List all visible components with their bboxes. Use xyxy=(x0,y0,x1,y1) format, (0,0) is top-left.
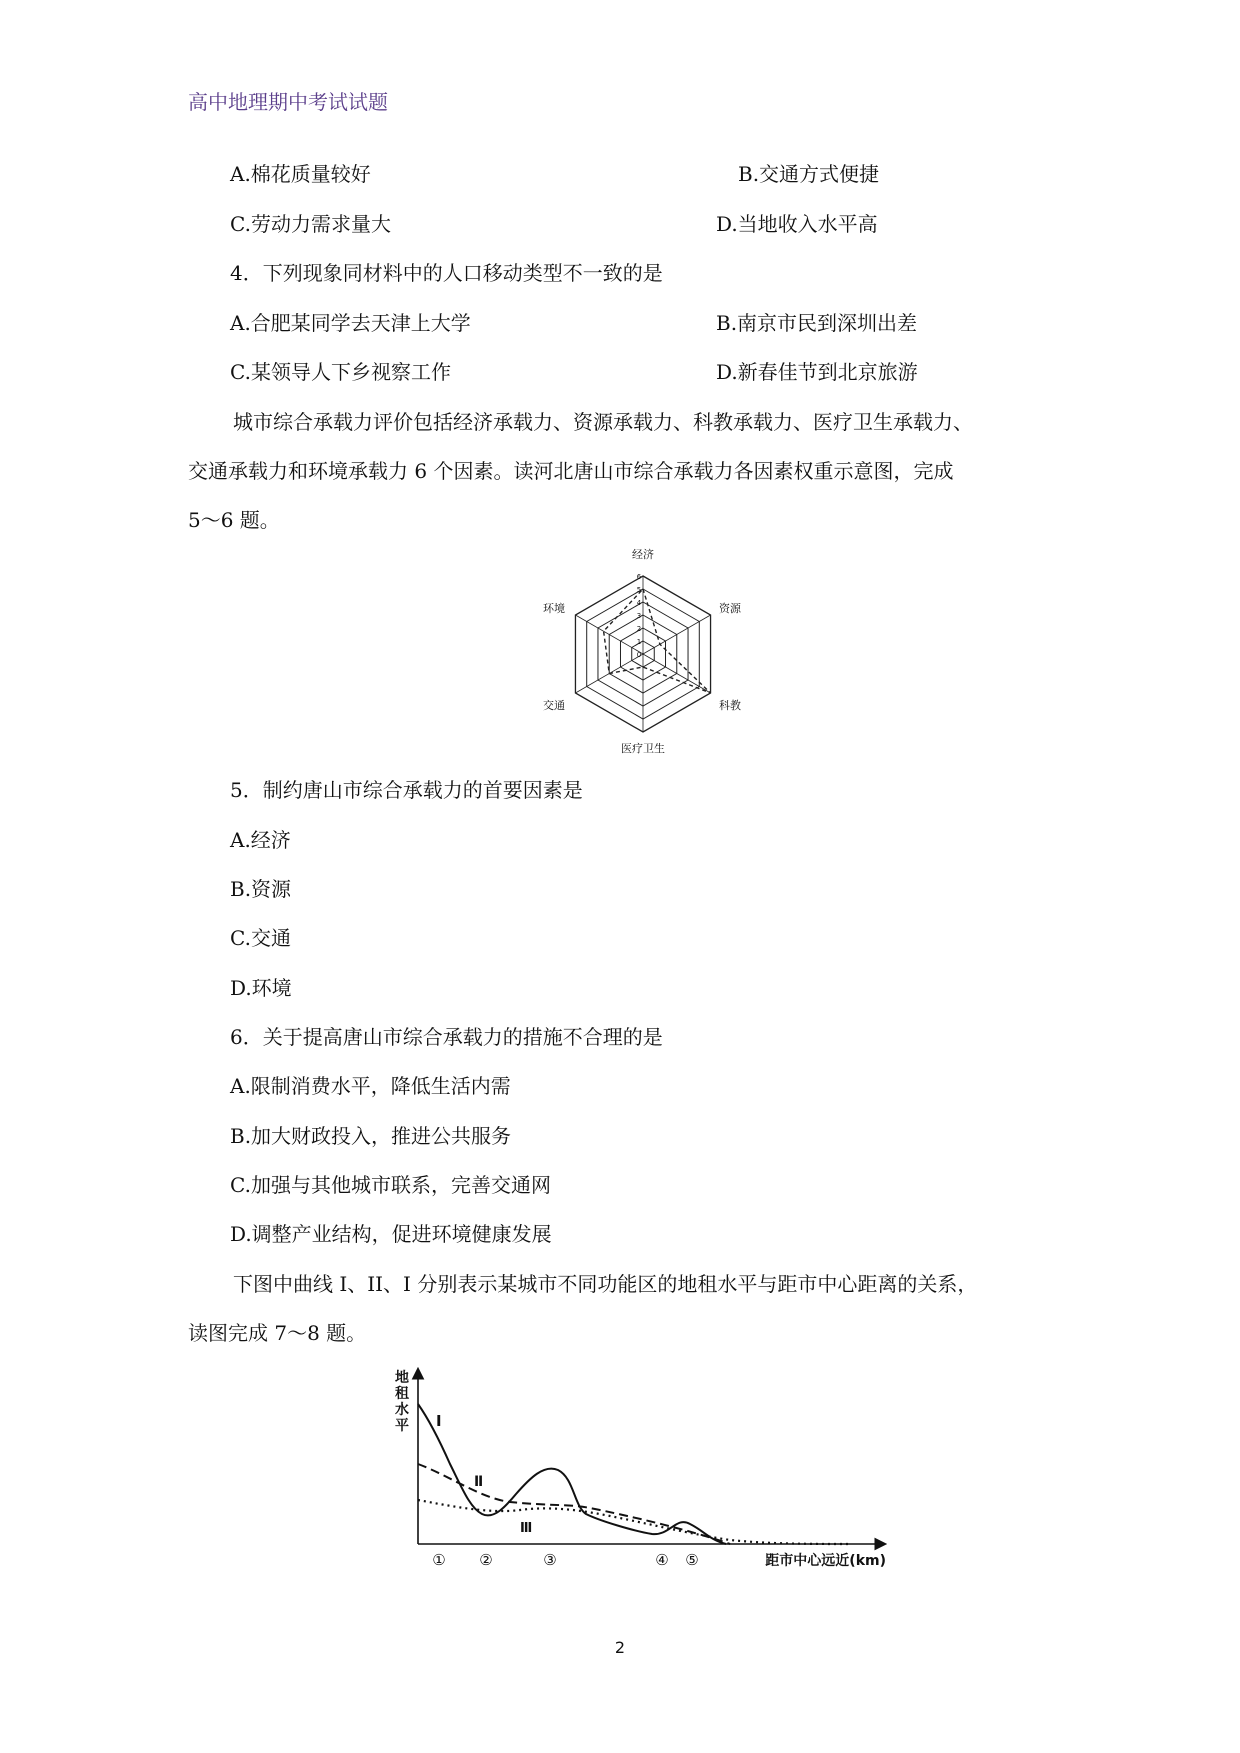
q5-option-a: A.经济 xyxy=(230,828,291,852)
radar-series xyxy=(604,589,711,693)
q4-option-c: C.某领导人下乡视察工作 xyxy=(230,360,451,384)
radar-chart xyxy=(540,548,746,758)
rent-ylabel-3: 水 xyxy=(395,1402,409,1418)
rent-ylabel-1: 地 xyxy=(395,1370,409,1386)
rent-curve-3 xyxy=(418,1500,850,1544)
rent-marker-4: ④ xyxy=(655,1551,669,1569)
radar-tick-label: 2 xyxy=(636,625,642,633)
q5-stem: 5．制约唐山市综合承载力的首要因素是 xyxy=(230,778,583,802)
radar-label-economy: 经济 xyxy=(632,548,654,561)
q5-option-c: C.交通 xyxy=(230,926,291,950)
q3-option-a: A.棉花质量较好 xyxy=(230,162,371,186)
rent-x-label: 距市中心远近(km) xyxy=(765,1553,886,1569)
q6-option-d: D.调整产业结构，促进环境健康发展 xyxy=(230,1222,552,1246)
intro78-line1: 下图中曲线 I、II、I 分别表示某城市不同功能区的地租水平与距市中心距离的关系， xyxy=(233,1272,978,1296)
q4-option-d: D.新春佳节到北京旅游 xyxy=(716,360,918,384)
rent-marker-2: ② xyxy=(479,1551,493,1569)
q6-option-c: C.加强与其他城市联系，完善交通网 xyxy=(230,1173,551,1197)
radar-grid xyxy=(575,576,710,732)
q4-option-b: B.南京市民到深圳出差 xyxy=(716,311,918,335)
q6-option-b: B.加大财政投入，推进公共服务 xyxy=(230,1124,512,1148)
intro78-line2: 读图完成 7～8 题。 xyxy=(188,1321,367,1345)
rent-marker-3: ③ xyxy=(543,1551,557,1569)
rent-ylabel-2: 租 xyxy=(395,1386,409,1402)
rent-curve-label-2: Ⅱ xyxy=(474,1474,484,1490)
radar-label-environment: 环境 xyxy=(543,602,565,615)
land-rent-diagram xyxy=(390,1366,890,1572)
radar-label-traffic: 交通 xyxy=(543,699,565,712)
rent-ylabel-4: 平 xyxy=(395,1418,409,1434)
q6-option-a: A.限制消费水平，降低生活内需 xyxy=(230,1074,511,1098)
radar-tick-label: 1 xyxy=(636,638,642,646)
intro56-line3: 5～6 题。 xyxy=(188,508,280,532)
rent-marker-1: ① xyxy=(432,1551,446,1569)
radar-tick-label: 5 xyxy=(636,586,642,594)
radar-label-resource: 资源 xyxy=(719,602,741,615)
rent-curve-1 xyxy=(418,1404,726,1544)
intro56-line1: 城市综合承载力评价包括经济承载力、资源承载力、科教承载力、医疗卫生承载力、 xyxy=(233,410,973,434)
page-header: 高中地理期中考试试题 xyxy=(188,90,388,114)
q6-stem: 6．关于提高唐山市综合承载力的措施不合理的是 xyxy=(230,1025,663,1049)
radar-ticks xyxy=(637,573,642,659)
q4-option-a: A.合肥某同学去天津上大学 xyxy=(230,311,471,335)
rent-curve-2 xyxy=(418,1464,730,1544)
radar-tick-label: 0 xyxy=(636,651,642,659)
q5-option-b: B.资源 xyxy=(230,877,292,901)
radar-tick-label: 6 xyxy=(636,573,642,581)
q5-option-d: D.环境 xyxy=(230,976,292,1000)
radar-tick-label: 4 xyxy=(636,599,642,607)
rent-curve-label-1: I xyxy=(436,1412,442,1430)
page-number: 2 xyxy=(614,1638,626,1657)
q3-option-b: B.交通方式便捷 xyxy=(738,162,880,186)
radar-label-medical: 医疗卫生 xyxy=(621,742,665,755)
rent-curve-label-3: Ⅲ xyxy=(520,1521,533,1536)
rent-marker-5: ⑤ xyxy=(685,1551,699,1569)
q3-option-d: D.当地收入水平高 xyxy=(716,212,878,236)
radar-tick-label: 3 xyxy=(636,612,642,620)
q4-stem: 4．下列现象同材料中的人口移动类型不一致的是 xyxy=(230,261,663,285)
intro56-line2: 交通承载力和环境承载力 6 个因素。读河北唐山市综合承载力各因素权重示意图，完成 xyxy=(188,459,954,483)
q3-option-c: C.劳动力需求量大 xyxy=(230,212,391,236)
radar-label-science: 科教 xyxy=(719,699,741,712)
